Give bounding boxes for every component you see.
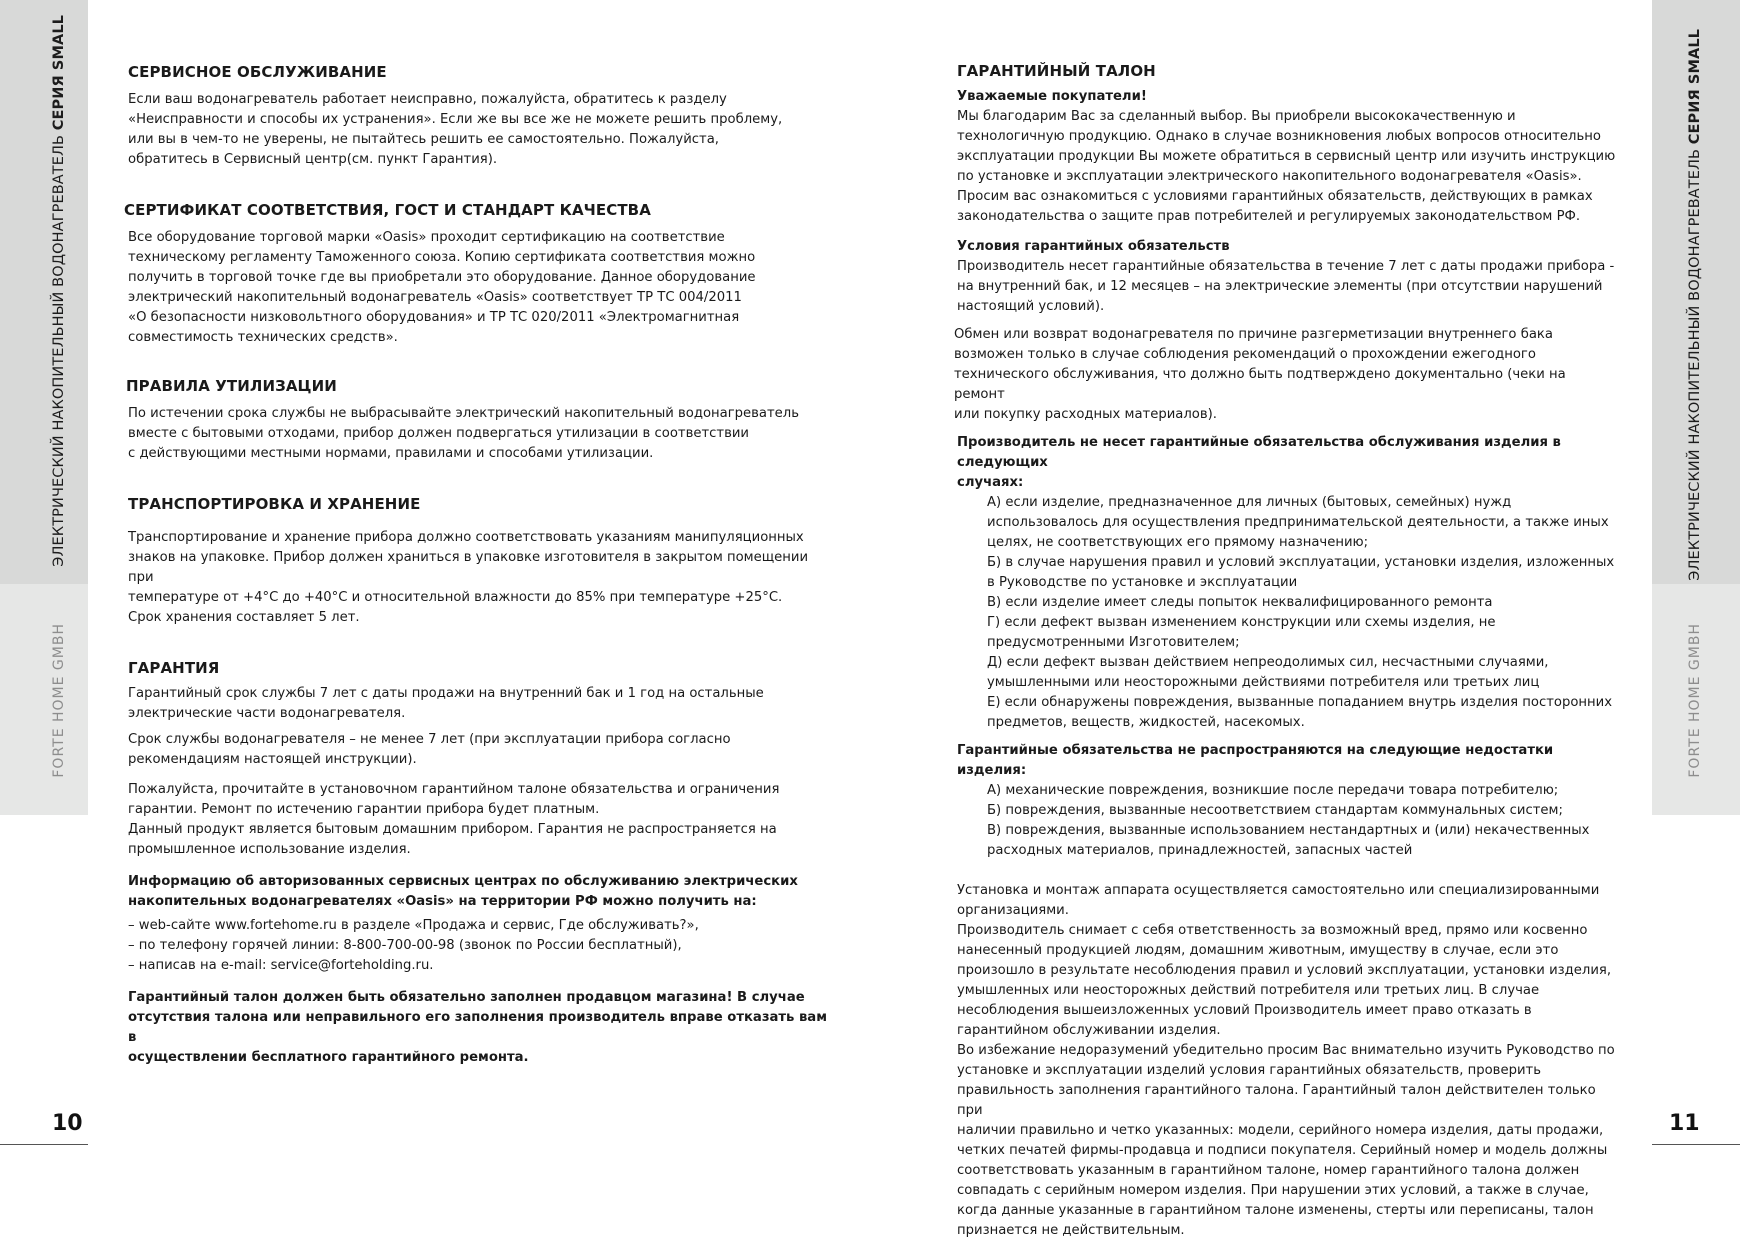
paragraph-line: Срок хранения составляет 5 лет. xyxy=(128,610,360,625)
list-item: в Руководстве по установке и эксплуатации xyxy=(987,575,1298,590)
paragraph-line: технологичную продукцию. Однако в случае возникновения любых вопросов относительно xyxy=(957,129,1601,144)
section-disposal xyxy=(128,376,828,464)
paragraph-line: вместе с бытовыми отходами, прибор должен подвергаться утилизации в соответствии xyxy=(128,426,749,441)
paragraph-line: знаков на упаковке. Прибор должен храниться в упаковке изготовителя в закрытом помещении при xyxy=(128,550,809,585)
paragraph-line: произошло в результате несоблюдения правил и условий эксплуатации, установки изделия, xyxy=(957,963,1612,978)
page-number-rule-left xyxy=(0,1144,88,1145)
list-item: В) если изделие имеет следы попыток неквалифицированного ремонта xyxy=(987,595,1493,610)
paragraph-line: настоящий условий). xyxy=(957,299,1105,314)
paragraph-line: правильность заполнения гарантийного талона. Гарантийный талон действителен только при xyxy=(957,1083,1596,1118)
paragraph-line-bold: Информацию об авторизованных сервисных центрах по обслуживанию электрических xyxy=(128,874,798,889)
list-item: предметов, веществ, жидкостей, насекомых. xyxy=(987,715,1305,730)
paragraph-line: промышленное использование изделия. xyxy=(128,842,411,857)
right-page-content xyxy=(954,56,1617,1241)
list-item: Е) если обнаружены повреждения, вызванные попаданием внутрь изделия посторонних xyxy=(987,695,1613,710)
sidebar-title-series: СЕРИЯ SMALL xyxy=(51,15,67,131)
section-warranty xyxy=(128,658,828,1068)
sidebar-title-prefix: ЭЛЕКТРИЧЕСКИЙ НАКОПИТЕЛЬНЫЙ ВОДОНАГРЕВАТЕЛЬ xyxy=(1687,144,1703,581)
paragraph-line: Производитель несет гарантийные обязательства в течение 7 лет с даты продажи прибора - xyxy=(957,259,1615,274)
sidebar-brand-right: FORTE HOME GMBH xyxy=(1687,623,1703,778)
paragraph-line: Все оборудование торговой марки «Oasis» проходит сертификацию на соответствие xyxy=(128,230,725,245)
list-item: расходных материалов, принадлежностей, запасных частей xyxy=(987,843,1413,858)
list-item: целях, не соответствующих его прямому назначению; xyxy=(987,535,1369,550)
paragraph-line: получить в торговой точке где вы приобретали это оборудование. Данное оборудование xyxy=(128,270,756,285)
paragraph-line: Срок службы водонагревателя – не менее 7 лет (при эксплуатации прибора согласно xyxy=(128,732,731,747)
paragraph-line: или покупку расходных материалов). xyxy=(954,407,1217,422)
list-item: Г) если дефект вызван изменением конструкции или схемы изделия, не xyxy=(987,615,1496,630)
list-item: предусмотренными Изготовителем; xyxy=(987,635,1240,650)
paragraph-line-bold: отсутствия талона или неправильного его заполнения производитель вправе отказать вам в xyxy=(128,1010,827,1045)
sidebar-brand: FORTE HOME GMBH xyxy=(51,623,67,778)
paragraph-line: рекомендациям настоящей инструкции). xyxy=(128,752,417,767)
paragraph-line: Пожалуйста, прочитайте в установочном гарантийном талоне обязательства и ограничения xyxy=(128,782,780,797)
paragraph-line-bold: накопительных водонагревателях «Oasis» на территории РФ можно получить на: xyxy=(128,894,757,909)
list-item: А) если изделие, предназначенное для личных (бытовых, семейных) нужд xyxy=(987,495,1512,510)
exchange-paragraph xyxy=(954,325,1617,425)
paragraph-line: Обмен или возврат водонагревателя по причине разгерметизации внутреннего бака xyxy=(954,327,1553,342)
paragraph-line: Транспортирование и хранение прибора должно соответствовать указаниям манипуляционных xyxy=(128,530,804,545)
paragraph-line: температуре от +4°С до +40°С и относительной влажности до 85% при температуре +25°С. xyxy=(128,590,783,605)
no-warranty-list xyxy=(957,493,1617,733)
page-number-right: 11 xyxy=(1669,1111,1700,1136)
paragraph-line: несоблюдения вышеизложенных условий Производитель имеет право отказать в xyxy=(957,1003,1532,1018)
list-item: использовалось для осуществления предпринимательской деятельности, а также иных xyxy=(987,515,1609,530)
paragraph-line: законодательства о защите прав потребителей и регулируемых законодательством РФ. xyxy=(957,209,1581,224)
paragraph-line: гарантии. Ремонт по истечению гарантии прибора будет платным. xyxy=(128,802,600,817)
paragraph-line: Данный продукт является бытовым домашним прибором. Гарантия не распространяется на xyxy=(128,822,777,837)
paragraph-line-bold: Гарантийный талон должен быть обязательно заполнен продавцом магазина! В случае xyxy=(128,990,805,1005)
subheading-no-warranty: Производитель не несет гарантийные обязательства обслуживания изделия в следующих xyxy=(957,435,1561,470)
paragraph-line: «Неисправности и способы их устранения». Если же вы все же не можете решить проблему, xyxy=(128,112,783,127)
list-item: В) повреждения, вызванные использованием нестандартных и (или) некачественных xyxy=(987,823,1590,838)
paragraph-line: электрический накопительный водонагреватель «Oasis» соответствует ТР ТС 004/2011 xyxy=(128,290,742,305)
greeting: Уважаемые покупатели! xyxy=(957,89,1147,104)
paragraph-line: Гарантийный срок службы 7 лет с даты продажи на внутренний бак и 1 год на остальные xyxy=(128,686,764,701)
sidebar-product-title-right xyxy=(1686,29,1704,581)
subheading-no-warranty: случаях: xyxy=(957,475,1024,490)
paragraph-line-bold: осуществлении бесплатного гарантийного ремонта. xyxy=(128,1050,529,1065)
paragraph-line: или вы в чем-то не уверены, не пытайтесь решить ее самостоятельно. Пожалуйста, xyxy=(128,132,719,147)
paragraph-line: когда данные указанные в гарантийном талоне изменены, стерты или переписаны, талон xyxy=(957,1203,1594,1218)
left-page-content xyxy=(124,56,828,1068)
right-sidebar-title-band xyxy=(1652,0,1740,584)
paragraph-line: Во избежание недоразумений убедительно просим Вас внимательно изучить Руководство по xyxy=(957,1043,1615,1058)
right-sidebar-brand-band xyxy=(1652,584,1740,815)
paragraph-line: по установке и эксплуатации электрического накопительного водонагревателя «Oasis». xyxy=(957,169,1582,184)
page-number-rule-right xyxy=(1652,1144,1740,1145)
paragraph-line: Если ваш водонагреватель работает неисправно, пожалуйста, обратитесь к разделу xyxy=(128,92,727,107)
paragraph-line: наличии правильно и четко указанных: модели, серийного номера изделия, даты продажи, xyxy=(957,1123,1604,1138)
paragraph-line: электрические части водонагревателя. xyxy=(128,706,406,721)
closing-paragraph xyxy=(957,881,1617,1241)
left-sidebar-brand-band xyxy=(0,584,88,815)
paragraph-line: возможен только в случае соблюдения рекомендаций о прохождении ежегодного xyxy=(954,347,1536,362)
sidebar-product-title xyxy=(50,15,68,567)
section-heading: СЕРТИФИКАТ СООТВЕТСТВИЯ, ГОСТ И СТАНДАРТ КАЧЕСТВА xyxy=(124,201,651,219)
list-item: умышленными или неосторожными действиями потребителя или третьих лиц xyxy=(987,675,1540,690)
paragraph-line: нанесенный продукцией людям, домашним животным, имуществу в случае, если это xyxy=(957,943,1559,958)
left-sidebar-title-band xyxy=(0,0,88,584)
not-covered-list xyxy=(957,781,1617,861)
contact-line-email: – написав на e-mail: service@forteholding.ru. xyxy=(128,958,434,973)
paragraph-line: технического обслуживания, что должно быть подтверждено документально (чеки на ремонт xyxy=(954,367,1566,402)
paragraph-line: соответствовать указанным в гарантийном талоне, номер гарантийного талона должен xyxy=(957,1163,1580,1178)
section-certificate xyxy=(124,200,828,348)
paragraph-line: совместимость технических средств». xyxy=(128,330,398,345)
paragraph-line: По истечении срока службы не выбрасывайте электрический накопительный водонагреватель xyxy=(128,406,799,421)
page-number-left: 10 xyxy=(52,1111,83,1136)
paragraph-line: Просим вас ознакомиться с условиями гарантийных обязательств, действующих в рамках xyxy=(957,189,1593,204)
list-item: Б) повреждения, вызванные несоответствием стандартам коммунальных систем; xyxy=(987,803,1563,818)
paragraph-line: «О безопасности низковольтного оборудования» и ТР ТС 020/2011 «Электромагнитная xyxy=(128,310,740,325)
paragraph-line: Производитель снимает с себя ответственность за возможный вред, прямо или косвенно xyxy=(957,923,1588,938)
subheading-not-covered: Гарантийные обязательства не распространяются на следующие недостатки изделия: xyxy=(957,743,1554,778)
paragraph-line: гарантийном обслуживании изделия. xyxy=(957,1023,1221,1038)
paragraph-line: эксплуатации продукции Вы можете обратиться в сервисный центр или изучить инструкцию xyxy=(957,149,1616,164)
paragraph-line: совпадать с серийным номером изделия. При нарушении этих условий, а также в случае, xyxy=(957,1183,1589,1198)
paragraph-line: организациями. xyxy=(957,903,1069,918)
paragraph-line: с действующими местными нормами, правилами и способами утилизации. xyxy=(128,446,654,461)
section-service xyxy=(128,62,828,170)
section-transport xyxy=(128,494,828,628)
section-heading: ТРАНСПОРТИРОВКА И ХРАНЕНИЕ xyxy=(128,495,421,513)
paragraph-line: Установка и монтаж аппарата осуществляется самостоятельно или специализированными xyxy=(957,883,1600,898)
paragraph-line: обратитесь в Сервисный центр(см. пункт Гарантия). xyxy=(128,152,498,167)
list-item: А) механические повреждения, возникшие после передачи товара потребителю; xyxy=(987,783,1559,798)
list-item: Б) в случае нарушения правил и условий эксплуатации, установки изделия, изложенных xyxy=(987,555,1615,570)
contact-line-website: – web-сайте www.fortehome.ru в разделе «Продажа и сервис, Где обслуживать?», xyxy=(128,918,699,933)
page-title: ГАРАНТИЙНЫЙ ТАЛОН xyxy=(957,62,1156,80)
list-item: Д) если дефект вызван действием непреодолимых сил, несчастными случаями, xyxy=(987,655,1549,670)
section-heading: ГАРАНТИЯ xyxy=(128,659,220,677)
paragraph-line: Мы благодарим Вас за сделанный выбор. Вы приобрели высококачественную и xyxy=(957,109,1516,124)
paragraph-line: техническому регламенту Таможенного союза. Копию сертификата соответствия можно xyxy=(128,250,756,265)
paragraph-line: на внутренний бак, и 12 месяцев – на электрические элементы (при отсутствии нарушений xyxy=(957,279,1603,294)
section-heading: СЕРВИСНОЕ ОБСЛУЖИВАНИЕ xyxy=(128,63,387,81)
subheading-conditions: Условия гарантийных обязательств xyxy=(957,239,1230,254)
paragraph-line: умышленных или неосторожных действий потребителя или третьих лиц. В случае xyxy=(957,983,1540,998)
sidebar-title-prefix: ЭЛЕКТРИЧЕСКИЙ НАКОПИТЕЛЬНЫЙ ВОДОНАГРЕВАТЕЛЬ xyxy=(51,130,67,567)
sidebar-title-series: СЕРИЯ SMALL xyxy=(1687,29,1703,145)
contact-line-phone: – по телефону горячей линии: 8-800-700-00-98 (звонок по России бесплатный), xyxy=(128,938,682,953)
section-heading: ПРАВИЛА УТИЛИЗАЦИИ xyxy=(126,377,337,395)
paragraph-line: установке и эксплуатации изделий условия гарантийных обязательств, проверить xyxy=(957,1063,1541,1078)
paragraph-line: признается не действительным. xyxy=(957,1223,1185,1238)
paragraph-line: четких печатей фирмы-продавца и подписи покупателя. Серийный номер и модель должны xyxy=(957,1143,1608,1158)
